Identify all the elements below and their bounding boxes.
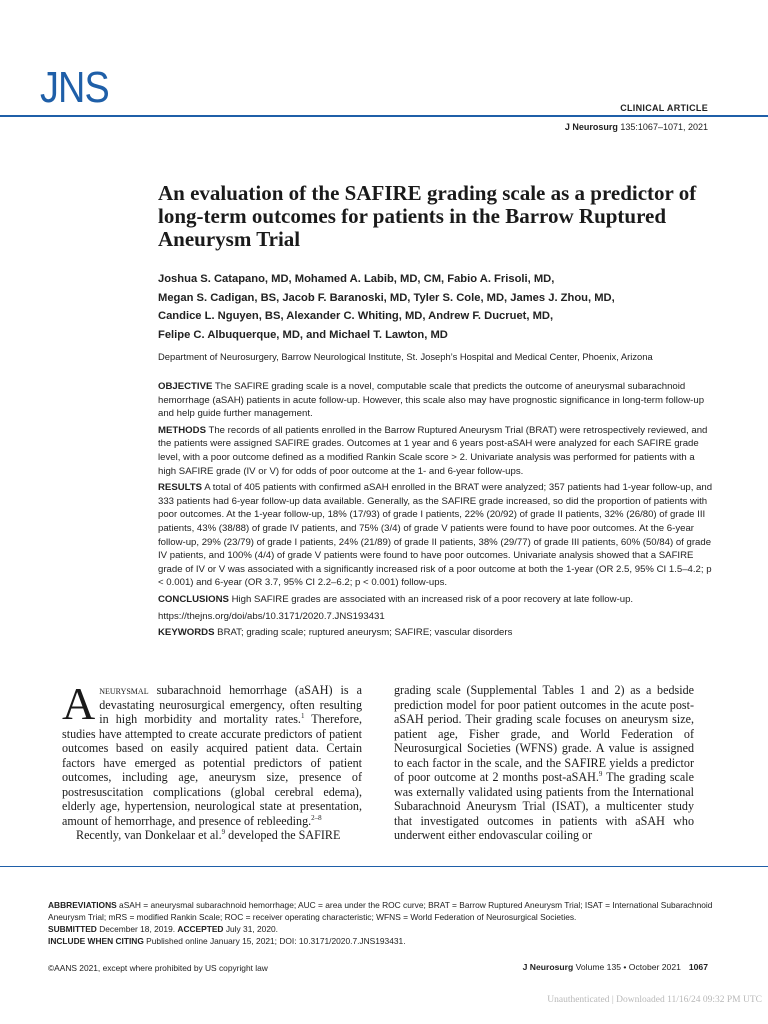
submitted-date: December 18, 2019. [99,924,176,934]
header-rule [0,115,768,117]
drop-cap: A [62,678,96,729]
author-line: Felipe C. Albuquerque, MD, and Michael T. Lawton, MD [158,328,448,341]
abbreviations-text: aSAH = aneurysmal subarachnoid hemorrhage; AUC = area under the ROC curve; BRAT = Barrow Ruptured Aneurysm Trial; ISAT = International Subarachnoid Aneurysm Trial; mRS = modified Rankin Scale; ROC = receiver operating characteristic; WFNS = World Federation of Neurosurgical Societies. [48,900,713,922]
abstract-objective [158,380,714,421]
accepted-date: July 31, 2020. [225,924,278,934]
reference-superscript[interactable]: 9 [598,769,603,778]
objective-heading: OBJECTIVE [158,381,213,392]
methods-heading: METHODS [158,424,206,436]
citation-volume-pages: 135:1067–1071, 2021 [620,122,708,132]
affiliation: Department of Neurosurgery, Barrow Neurological Institute, St. Joseph’s Hospital and Medical Center, Phoenix, Arizona [158,351,653,362]
journal-name: J Neurosurg [564,122,618,132]
keywords-text: BRAT; grading scale; ruptured aneurysm; SAFIRE; vascular disorders [217,627,513,639]
footer-journal-name: J Neurosurg [522,962,574,972]
page-number: 1067 [688,962,708,972]
body-text: Therefore, studies have attempted to create accurate predictors of patient outcomes based on easily acquired patient data. Certain factors have emerged as potential predictors of patient outcomes, including age, aneurysm size, presence of postresuscitation complications (global cerebral edema), elderly age, hypertension, neurological state at presentation, amount of hemorrhage, and presence of rebleeding. [62,712,362,828]
citation-info [48,935,720,947]
abstract-results [158,481,714,590]
results-text: A total of 405 patients with confirmed aSAH enrolled in the BRAT were analyzed; 357 patients had 1-year follow-up, and 333 patients had 6-year follow-up data available. Generally, as the SAFIRE grade increased, so did the proportion of patients with poor outcomes. At the 1-year follow-up, 18% (17/93) of grade I patients, 22% (20/92) of grade II patients, 32% (26/80) of grade III patients, 43% (38/88) of grade IV patients, and 75% (3/4) of grade V patients were found to have poor outcomes. At the 6-year follow-up, 29% (23/79) of grade I patients, 24% (21/89) of grade II patients, 38% (29/77) of grade III patients, 60% (50/84) of grade IV patients, and 100% (4/4) of grade V patients were found to have poor outcomes. Univariate analysis showed that a SAFIRE grade of IV or V was associated with a significantly increased risk of a poor outcome at both the 1-year (OR 2.5, 95% CI 1.5–4.2; p < 0.001) and 6-year (OR 3.7, 95% CI 2.2–6.2; p < 0.001) follow-ups. [158,482,713,589]
download-watermark: Unauthenticated | Downloaded 11/16/24 09:32 PM UTC [547,995,762,1005]
conclusions-heading: CONCLUSIONS [158,593,229,605]
abstract-conclusions [158,593,714,607]
copyright-notice: ©AANS 2021, except where prohibited by US copyright law [48,963,268,973]
author-list [158,270,718,344]
results-heading: RESULTS [158,482,203,494]
author-line: Candice L. Nguyen, BS, Alexander C. Whiting, MD, Andrew F. Ducruet, MD, [158,310,554,322]
abbreviations [48,899,720,923]
conclusions-text: High SAFIRE grades are associated with an increased risk of a poor recovery at late follow-up. [231,593,634,605]
objective-text: The SAFIRE grading scale is a novel, computable scale that predicts the outcome of aneurysmal subarachnoid hemorrhage (aSAH) patients in acute follow-up. However, this scale also may have prognostic significance in long-term follow-up and help guide further management. [158,381,705,420]
accepted-heading: ACCEPTED [177,924,224,934]
citing-heading: INCLUDE WHEN CITING [48,936,144,946]
body-text: The grading scale was externally validated using patients from the International Subarachnoid Aneurysm Trial (ISAT), a multicenter study that investigated outcomes in patients with aSAH who underwent either endovascular coiling or [394,770,694,842]
body-text: developed the SAFIRE [225,828,341,842]
author-line: Megan S. Cadigan, BS, Jacob F. Baranoski, MD, Tyler S. Cole, MD, James J. Zhou, MD, [158,291,615,304]
citing-text: Published online January 15, 2021; DOI: 10.3171/2020.7.JNS193431. [146,936,406,946]
journal-citation [565,122,708,132]
article-type-label: CLINICAL ARTICLE [620,103,708,113]
submitted-heading: SUBMITTED [48,924,97,934]
abstract-methods [158,424,714,478]
page-footer [523,962,708,972]
footnote-rule [0,866,768,867]
reference-superscript[interactable]: 1 [300,711,305,720]
body-column-left [62,678,362,843]
footnotes [48,899,720,947]
footer-volume: Volume 135 • October 2021 [575,962,681,972]
keywords-heading: KEYWORDS [158,627,215,639]
submission-dates [48,923,720,935]
reference-superscript[interactable]: 2–8 [311,813,322,822]
article-title: An evaluation of the SAFIRE grading scale as a predictor of long-term outcomes for patients in the Barrow Ruptured Aneurysm Trial [158,181,697,251]
abbreviations-heading: ABBREVIATIONS [48,900,117,910]
methods-text: The records of all patients enrolled in the Barrow Ruptured Aneurysm Trial (BRAT) were retrospectively reviewed, and the patients were assigned SAFIRE grades. Outcomes at 1 year and 6 years post-aSAH were analyzed for each SAFIRE grade level, with a poor outcome defined as a modified Rankin Scale score > 2. Univariate analysis was performed for patients with a high SAFIRE grade (IV or V) for odds of poor outcome at the 1- and 6-year follow-ups. [158,424,708,477]
body-text: grading scale (Supplemental Tables 1 and 2) as a bedside prediction model for poor patient outcomes in the acute post-aSAH period. Their grading scale focuses on aneurysm size, patient age, Fisher grade, and World Federation of Neurosurgical Societies (WFNS) grade. A value is assigned to each factor in the scale, and the SAFIRE yields a predictor of poor outcome at 2 months post-aSAH. [394,683,694,784]
reference-superscript[interactable]: 9 [221,827,226,836]
journal-logo: JNS [40,63,109,112]
lead-smallcaps: neurysmal [99,683,149,697]
doi-link[interactable]: https://thejns.org/doi/abs/10.3171/2020.7.JNS193431 [158,610,385,622]
abstract [158,380,714,643]
author-line: Joshua S. Catapano, MD, Mohamed A. Labib, MD, CM, Fabio A. Frisoli, MD, [158,273,555,285]
body-text: subarachnoid hemorrhage (aSAH) is a devastating neurosurgical emergency, often resulting in high morbidity and mortality rates. [99,683,362,726]
abstract-keywords [158,626,714,640]
body-text: Recently, van Donkelaar et al. [76,828,222,842]
body-column-right [394,683,694,843]
